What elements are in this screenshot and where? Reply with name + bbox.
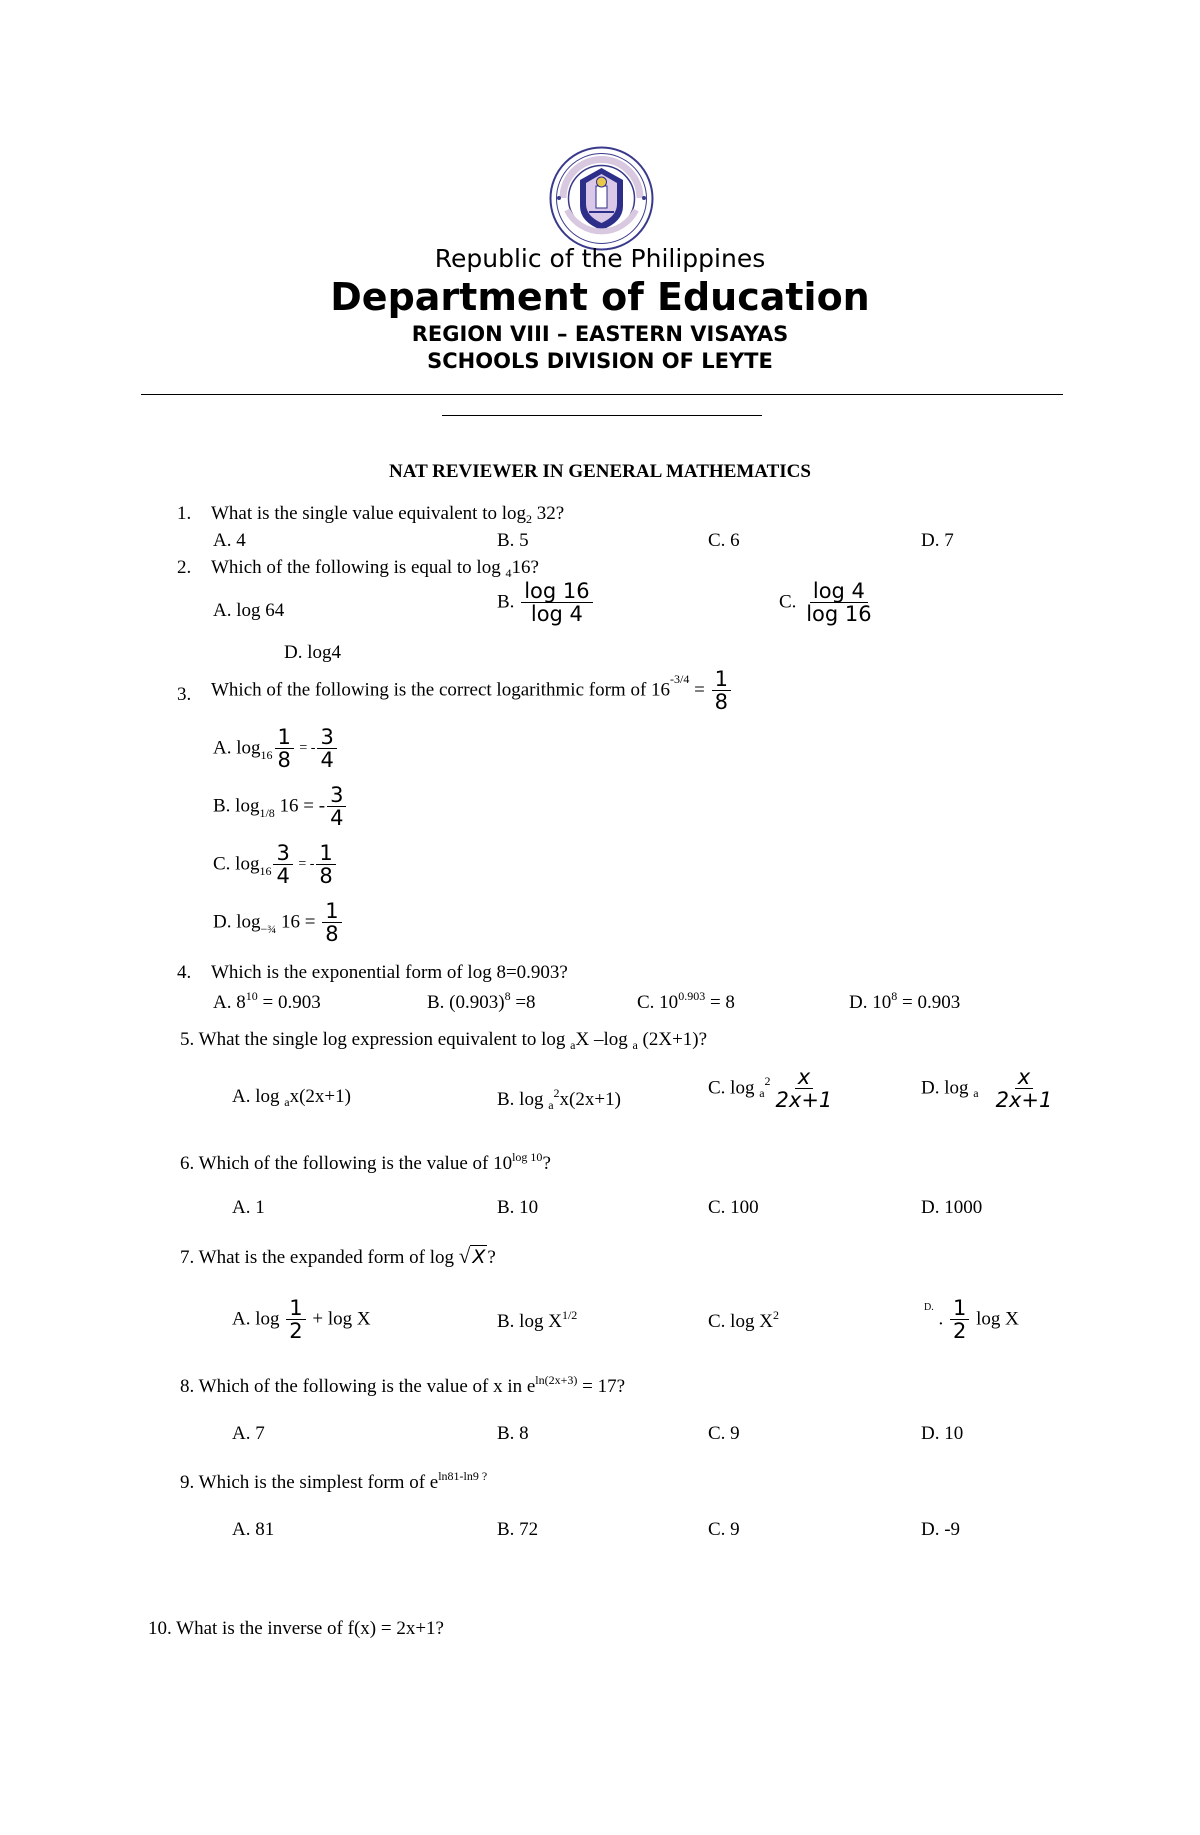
question-4-number: 4.: [177, 962, 192, 983]
denominator: log 16: [806, 602, 872, 627]
choice-8b[interactable]: B. 8: [497, 1423, 529, 1444]
denominator: 8: [714, 690, 728, 715]
denominator: 2: [952, 1319, 967, 1344]
denominator: 4: [320, 748, 334, 773]
choice-6a[interactable]: A. 1: [232, 1197, 265, 1218]
exponent: 1/2: [561, 1308, 578, 1322]
choice-text: A. 8: [213, 992, 246, 1013]
choice-8a[interactable]: A. 7: [232, 1423, 265, 1444]
question-tail: 16?: [511, 557, 539, 578]
choice-2c[interactable]: [779, 580, 877, 625]
exponent: log 10: [512, 1150, 543, 1164]
denominator: 8: [277, 748, 291, 773]
denominator: 4: [276, 864, 290, 889]
choice-1c[interactable]: C. 6: [708, 530, 740, 551]
fraction: [993, 1066, 1056, 1111]
choice-9c[interactable]: C. 9: [708, 1519, 740, 1540]
choice-4a[interactable]: [213, 989, 321, 1014]
choice-7c[interactable]: [708, 1308, 779, 1333]
choice-4b[interactable]: [427, 989, 536, 1014]
question-text: 5. What the single log expression equivalent to log: [180, 1029, 571, 1050]
choice-text: B. log: [497, 1089, 549, 1110]
choice-text: D. 10: [849, 992, 892, 1013]
document-title: NAT REVIEWER IN GENERAL MATHEMATICS: [389, 461, 811, 482]
log-base: a: [570, 1038, 576, 1052]
square-root-icon: √: [458, 1244, 471, 1268]
choice-text: x(2x+1): [289, 1086, 351, 1107]
exponent: ln(2x+3): [535, 1373, 578, 1387]
fraction: [322, 900, 341, 945]
choice-text: x(2x+1): [559, 1089, 621, 1110]
log-base: −¾: [260, 921, 277, 936]
numerator: 3: [273, 842, 292, 865]
region-heading: REGION VIII – EASTERN VISAYAS: [411, 322, 789, 346]
denominator: 2: [289, 1319, 303, 1344]
exponent: ln81-ln9 ?: [438, 1469, 488, 1483]
fraction: [316, 842, 335, 887]
choice-label: B. log: [213, 795, 260, 817]
fraction: [317, 726, 336, 771]
choice-text: C. log: [708, 1077, 760, 1099]
choice-letter: C.: [779, 591, 797, 613]
log-base: a: [973, 1085, 979, 1100]
question-1-text: [211, 503, 564, 527]
exponent: 10: [245, 989, 258, 1003]
choice-text: C. log X: [708, 1311, 773, 1332]
choice-text: C. 10: [637, 992, 679, 1013]
denominator: 8: [319, 864, 333, 889]
question-tail: ?: [487, 1247, 496, 1268]
choice-7d[interactable]: [924, 1297, 1019, 1342]
log-base: a: [759, 1085, 765, 1100]
question-7-text: [180, 1244, 496, 1269]
fraction: [286, 1297, 305, 1342]
choice-6c[interactable]: C. 100: [708, 1197, 759, 1218]
fraction: [773, 1066, 836, 1111]
choice-9b[interactable]: B. 72: [497, 1519, 539, 1540]
log-base: 16: [259, 863, 272, 878]
choice-8c[interactable]: C. 9: [708, 1423, 740, 1444]
question-text: X –log: [575, 1029, 633, 1050]
numerator: 1: [275, 726, 294, 749]
numerator: x: [1015, 1066, 1033, 1089]
choice-3a[interactable]: [213, 726, 339, 771]
choice-letter: B.: [497, 591, 515, 613]
question-text: 7. What is the expanded form of log: [180, 1247, 459, 1268]
choice-1d[interactable]: D. 7: [921, 530, 954, 551]
header-divider: [141, 394, 1063, 395]
choice-5b[interactable]: [497, 1086, 621, 1113]
log-base: a: [284, 1095, 290, 1109]
log-base: a: [632, 1038, 638, 1052]
denominator: log 4: [530, 602, 583, 627]
log-base: 4: [505, 566, 512, 580]
choice-text: B. (0.903): [427, 992, 505, 1013]
choice-9d[interactable]: D. -9: [921, 1519, 961, 1540]
deped-seal: [549, 146, 654, 251]
exponent: 2: [772, 1308, 779, 1322]
fraction: [803, 580, 874, 625]
choice-text: D. log: [921, 1077, 974, 1099]
fraction: [712, 668, 731, 713]
choice-3b[interactable]: [213, 784, 348, 829]
numerator: log 4: [810, 580, 868, 603]
question-number: 1.: [177, 503, 192, 524]
log-base: 1/8: [259, 805, 275, 820]
choice-5a[interactable]: [232, 1086, 351, 1110]
fraction: [327, 784, 346, 829]
question-6-text: [180, 1150, 551, 1175]
equals: =: [689, 679, 710, 701]
question-2-text: [211, 557, 539, 581]
question-9-text: [180, 1469, 487, 1494]
question-text: 9. Which is the simplest form of e: [180, 1472, 439, 1493]
question-3-text: [211, 668, 733, 713]
department-heading: Department of Education: [330, 275, 870, 319]
equals: = -: [295, 740, 316, 756]
denominator: 2x+1: [995, 1088, 1053, 1113]
choice-2a[interactable]: A. log 64: [213, 600, 285, 621]
choice-label: C. log: [213, 853, 260, 875]
choice-6d[interactable]: D. 1000: [921, 1197, 983, 1218]
question-3-number: 3.: [177, 684, 192, 705]
choice-text: =8: [510, 992, 536, 1013]
choice-text: log X: [971, 1308, 1019, 1330]
choice-7b[interactable]: [497, 1308, 577, 1333]
numerator: 3: [317, 726, 336, 749]
choice-letter: D.: [924, 1301, 934, 1313]
question-tail: (2X+1)?: [637, 1029, 708, 1050]
choice-label: A. log: [213, 737, 261, 759]
fraction: [521, 580, 592, 625]
question-tail: ?: [542, 1153, 551, 1174]
exponent: 2: [553, 1086, 560, 1100]
expression: 16 =: [276, 911, 321, 933]
numerator: 1: [322, 900, 341, 923]
denominator: 4: [330, 806, 344, 831]
header-divider-short: [442, 415, 762, 416]
choice-5d[interactable]: [921, 1066, 1057, 1111]
choice-4c[interactable]: [637, 989, 735, 1014]
choice-text: B. log X: [497, 1311, 562, 1332]
log-base: 16: [260, 747, 273, 762]
numerator: 1: [950, 1297, 969, 1320]
numerator: 1: [286, 1297, 305, 1320]
question-tail: = 17?: [577, 1376, 626, 1397]
choice-9a[interactable]: A. 81: [232, 1519, 275, 1540]
choice-text: A. log: [232, 1308, 285, 1330]
choice-3c[interactable]: [213, 842, 338, 887]
numerator: x: [795, 1066, 813, 1089]
equals: = -: [294, 856, 315, 872]
log-base: 2: [526, 512, 533, 526]
fraction: [950, 1297, 969, 1342]
question-1: [177, 503, 191, 525]
question-text: Which of the following is the correct logarithmic form of 16: [211, 679, 671, 701]
fraction: [273, 842, 292, 887]
choice-8d[interactable]: D. 10: [921, 1423, 964, 1444]
question-5-text: [180, 1029, 707, 1053]
question-tail: 32?: [532, 503, 565, 524]
question-8-text: [180, 1373, 625, 1398]
numerator: log 16: [521, 580, 592, 603]
denominator: 8: [325, 922, 339, 947]
log-base: a: [548, 1098, 554, 1112]
radicand: X: [472, 1246, 486, 1268]
exponent: 2: [764, 1073, 771, 1088]
choice-1b[interactable]: B. 5: [497, 530, 529, 551]
choice-6b[interactable]: B. 10: [497, 1197, 539, 1218]
question-text: What is the single value equivalent to log: [211, 503, 527, 524]
numerator: 1: [316, 842, 335, 865]
choice-5c[interactable]: [708, 1066, 837, 1111]
republic-heading: Republic of the Philippines: [434, 244, 766, 273]
exponent: 8: [891, 989, 898, 1003]
choice-text: = 0.903: [897, 992, 961, 1013]
choice-3d[interactable]: [213, 900, 344, 945]
choice-2b[interactable]: [497, 580, 595, 625]
exponent: 8: [504, 989, 511, 1003]
fraction: [275, 726, 294, 771]
choice-7a[interactable]: [232, 1297, 371, 1342]
question-text: Which of the following is equal to log: [211, 557, 506, 578]
question-text: 6. Which of the following is the value of 10: [180, 1153, 513, 1174]
choice-text: .: [933, 1308, 948, 1330]
question-2-number: 2.: [177, 557, 192, 578]
question-10-text: 10. What is the inverse of f(x) = 2x+1?: [148, 1618, 444, 1639]
seal-icon: [549, 146, 654, 251]
exponent: 0.903: [678, 989, 706, 1003]
choice-1a[interactable]: A. 4: [213, 530, 246, 551]
question-4-text: Which is the exponential form of log 8=0.903?: [211, 962, 568, 983]
numerator: 1: [712, 668, 731, 691]
choice-text: + log X: [307, 1308, 371, 1330]
division-heading: SCHOOLS DIVISION OF LEYTE: [427, 349, 773, 373]
exponent: -3/4: [670, 671, 690, 686]
denominator: 2x+1: [775, 1088, 833, 1113]
expression: 16 = -: [274, 795, 326, 817]
choice-label: D. log: [213, 911, 261, 933]
choice-text: = 8: [705, 992, 735, 1013]
question-text: 8. Which of the following is the value of x in e: [180, 1376, 536, 1397]
numerator: 3: [327, 784, 346, 807]
choice-text: = 0.903: [257, 992, 321, 1013]
choice-text: A. log: [232, 1086, 285, 1107]
choice-4d[interactable]: [849, 989, 960, 1014]
choice-2d[interactable]: D. log4: [284, 642, 341, 663]
